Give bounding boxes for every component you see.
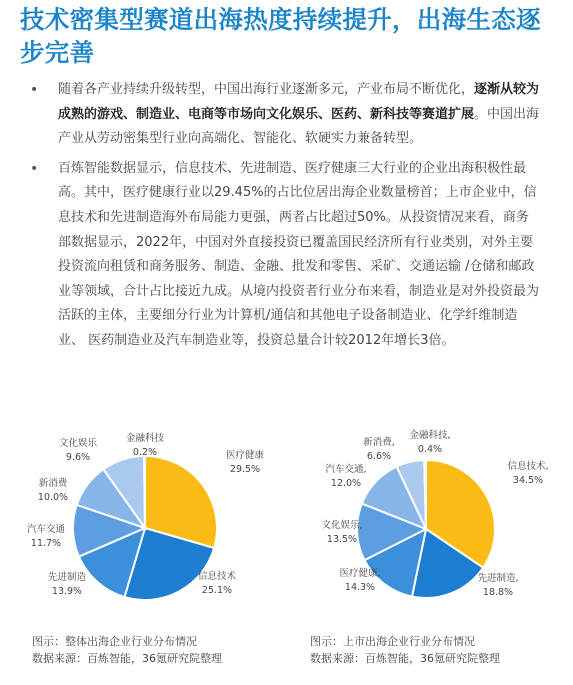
slice-label-2: 先进制造 13.9%: [47, 572, 86, 597]
caption-text: 图示：上市出海企业行业分布情况: [310, 635, 475, 648]
bullet-item: [20, 78, 540, 152]
pie-slice-6: [144, 456, 145, 528]
source-text: 数据来源：百炼智能，36氪研究院整理: [310, 652, 500, 665]
page-title: 技术密集型赛道出海热度持续提升，出海生态逐步完善: [20, 5, 541, 67]
slice-label-1: 先进制造, 18.8%: [477, 573, 519, 598]
slice-label-4: 汽车交通, 12.0%: [325, 464, 367, 489]
slice-label-5: 新消费, 6.6%: [363, 437, 395, 462]
slice-label-6: 金融科技 0.2%: [125, 433, 164, 458]
bullet-text-1c: 。中国出海产业从劳动密集型行业向高端化、智能化、软硬实力兼备转型。: [58, 106, 540, 147]
slice-label-4: 新消费 10.0%: [37, 478, 69, 503]
slice-label-3: 文化娱乐, 13.5%: [321, 520, 363, 545]
slice-label-5: 文化娱乐 9.6%: [58, 438, 97, 463]
caption-text: 图示：整体出海企业行业分布情况: [32, 635, 197, 648]
slice-label-6: 金融科技, 0.4%: [409, 430, 451, 455]
chart-caption-overall: [32, 633, 222, 667]
slice-label-2: 医疗健康, 14.3%: [339, 568, 381, 593]
source-text: 数据来源：百炼智能，36氪研究院整理: [32, 652, 222, 665]
pie-chart-listed: [295, 425, 565, 625]
bullet-dot-icon: •: [30, 82, 39, 98]
chart-caption-listed: [310, 633, 500, 667]
slice-label-3: 汽车交通 11.7%: [26, 524, 65, 549]
bullet-text-2: 百炼智能数据显示，信息技术、先进制造、医疗健康三大行业的企业出海积极性最高。其中，医疗健康行业以29.45%的占比位居出海企业数量榜首；上市企业中，信息技术和先进制造海外布局能力更强，两者占比超过50%。从投资情况来看，商务部数据显示，2022年，中国对外直接投资已覆盖国民经济所有行业类别，对外主要投资流向租赁和商务服务、制造、金融、批发和零售、采矿、交通运输 /仓储和邮政业等领域，合计占比接近九成。从境内投资者行业分布来看，制造业是对外投资最为活跃的主体，主要细分行业为计算机/通信和其他电子设备制造业、化学纤维制造业、 医药制造业及汽车制造业等，投资总量合计较2012年增长3倍。: [58, 160, 540, 348]
pie-chart-overall: [10, 425, 280, 625]
bullet-list: [20, 78, 540, 354]
bullet-text-1a: 随着各产业持续升级转型，中国出海行业逐渐多元，产业布局不断优化，: [58, 82, 475, 97]
slice-label-0: 信息技术, 34.5%: [507, 461, 549, 486]
slice-label-1: 信息技术 25.1%: [197, 571, 236, 596]
bullet-item: [20, 157, 540, 354]
bullet-dot-icon: •: [30, 160, 39, 177]
bullet-text-1b: 逐渐从较为成熟的游戏、制造业、电商等市场向文化娱乐、医药、新科技等赛道扩展: [58, 82, 540, 122]
slice-label-0: 医疗健康 29.5%: [225, 450, 264, 475]
